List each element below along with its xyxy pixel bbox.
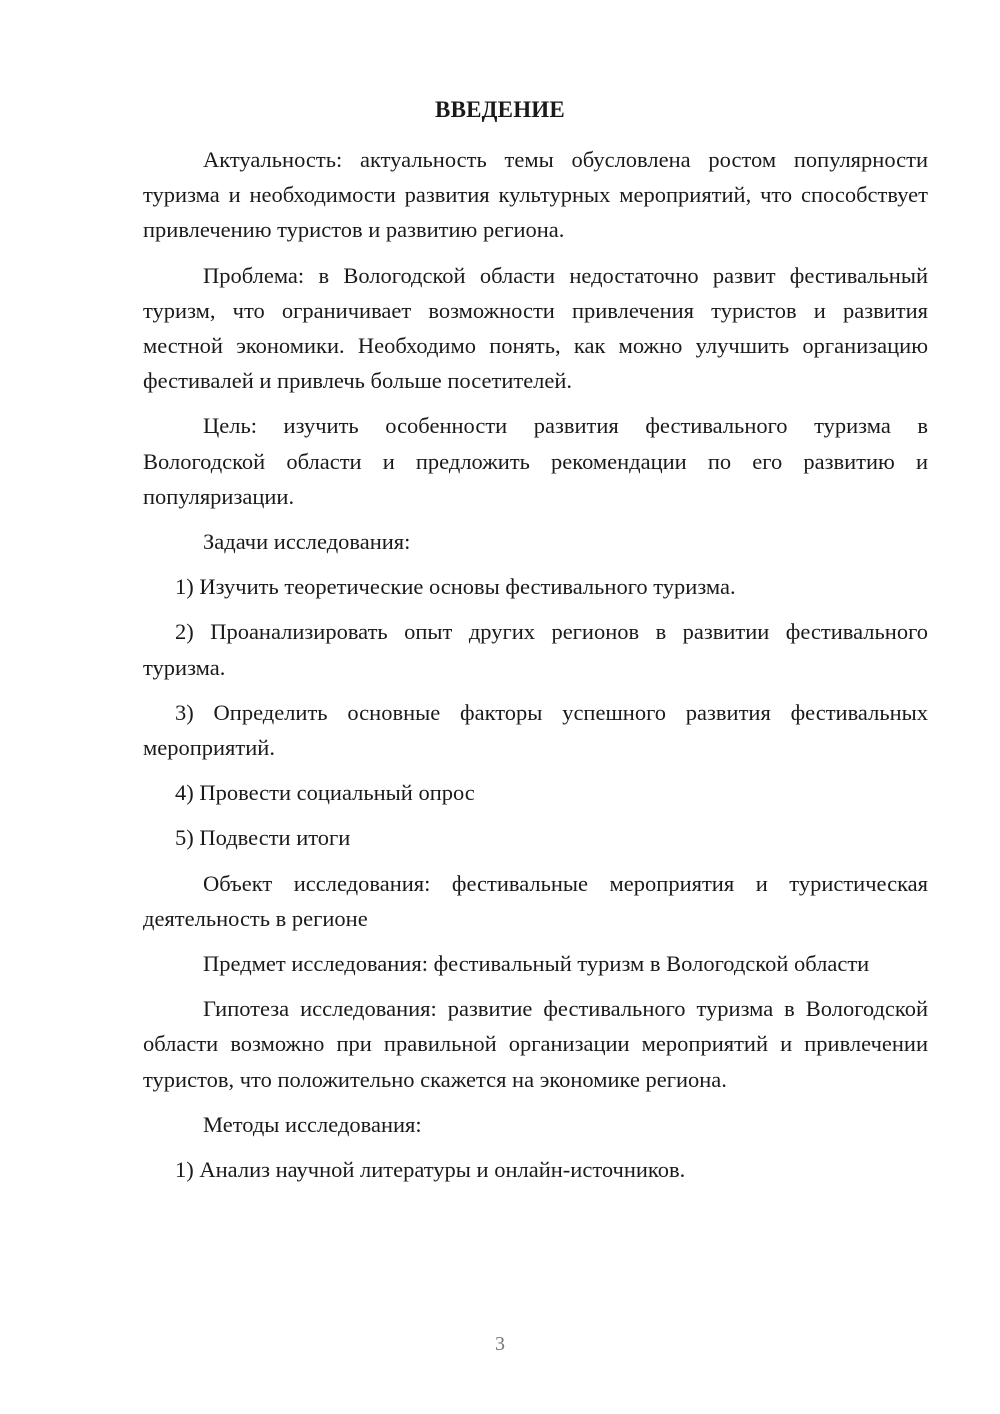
subject-paragraph: Предмет исследования: фестивальный туризм в Вологодской области <box>203 951 870 977</box>
hypothesis-paragraph: Гипотеза исследования: развитие фестивального туризма в Вологодской области возможно при правильной организации мероприятий и привлечении туристов, что положительно скажется на экономике региона. <box>143 996 928 1092</box>
document-body <box>143 142 928 1197</box>
page-number: 3 <box>495 1333 505 1355</box>
task-item: 2) Проанализировать опыт других регионов в развитии фестивального туризма. <box>143 619 928 680</box>
goal-paragraph: Цель: изучить особенности развития фестивального туризма в Вологодской области и предложить рекомендации по его развитию и популяризации. <box>143 413 928 509</box>
methods-heading: Методы исследования: <box>203 1111 422 1137</box>
method-item: 1) Анализ научной литературы и онлайн-источников. <box>175 1157 686 1183</box>
task-item: 3) Определить основные факторы успешного развития фестивальных мероприятий. <box>143 699 928 761</box>
task-item: 4) Провести социальный опрос <box>175 780 475 806</box>
relevance-paragraph: Актуальность: актуальность темы обусловлена ростом популярности туризма и необходимости развития культурных мероприятий, что способствует привлечению туристов и развитию региона. <box>143 147 928 243</box>
tasks-heading: Задачи исследования: <box>203 529 411 555</box>
task-item: 1) Изучить теоретические основы фестивального туризма. <box>175 574 736 600</box>
section-heading: ВВЕДЕНИЕ <box>435 97 565 122</box>
task-item: 5) Подвести итоги <box>175 825 351 851</box>
problem-paragraph: Проблема: в Вологодской области недостаточно развит фестивальный туризм, что ограничивает возможности привлечения туристов и развития местной экономики. Необходимо понять, как можно улучшить организацию фестивалей и привлечь больше посетителей. <box>143 262 928 394</box>
object-paragraph: Объект исследования: фестивальные мероприятия и туристическая деятельность в регионе <box>143 870 928 931</box>
